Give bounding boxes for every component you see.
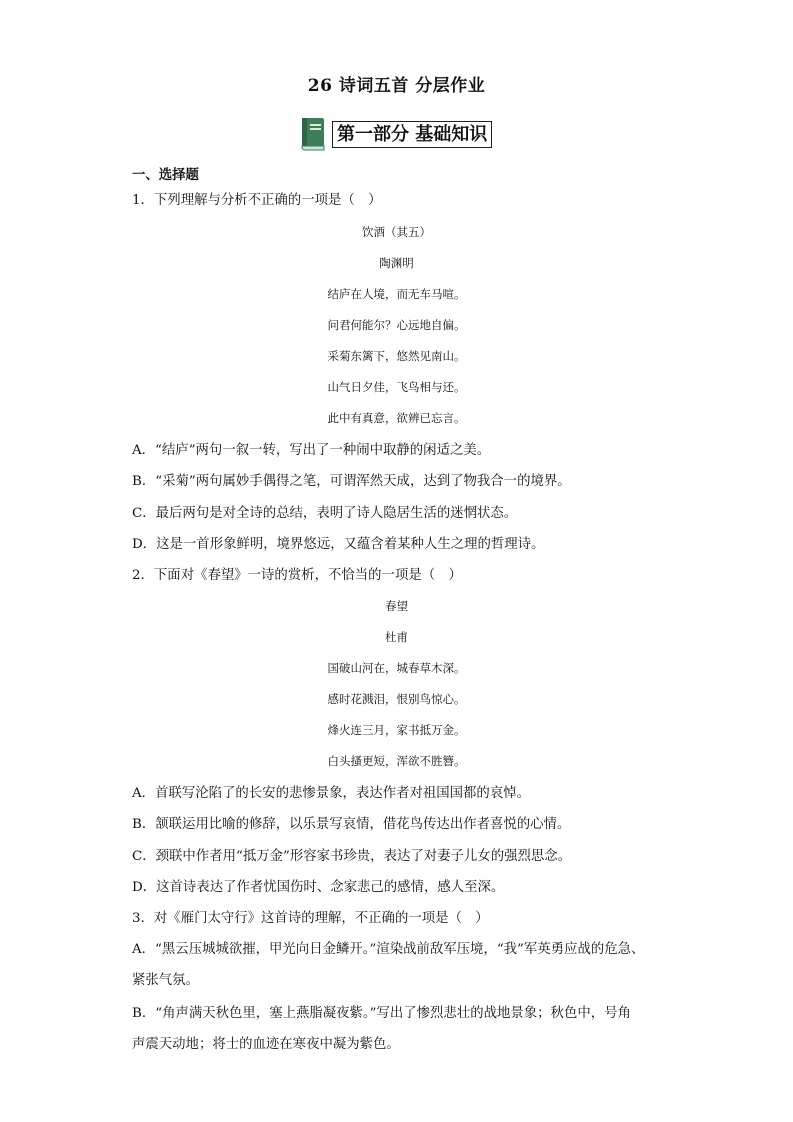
q1-poem-line: 结庐在人境，而无车马喧。 [327,287,466,301]
q2-poem-title: 春望 [385,599,408,613]
q2-option-c: C．颈联中作者用“抵万金”形容家书珍贵，表达了对妻子儿女的强烈思念。 [132,849,572,864]
document-title: 26 诗词五首 分层作业 [307,76,486,96]
q1-poem-line: 此中有真意，欲辨已忘言。 [327,411,466,425]
section-heading: 一、选择题 [132,167,199,183]
q2-option-b: B．颔联运用比喻的修辞，以乐景写哀情，借花鸟传达出作者喜悦的心情。 [132,817,571,832]
q1-poem-line: 问君何能尔？心远地自偏。 [327,318,466,332]
q1-poem-line: 山气日夕佳，飞鸟相与还。 [327,380,466,394]
q1-option-c: C．最后两句是对全诗的总结，表明了诗人隐居生活的迷惘状态。 [132,506,518,521]
q1-poem-line: 采菊东篱下，悠然见南山。 [327,349,466,363]
q3-option-b-continued: 声震天动地；将士的血迹在寒夜中凝为紫色。 [132,1037,400,1052]
q3-option-a-continued: 紧张气氛。 [132,973,199,988]
q2-poem-line: 国破山河在，城春草木深。 [327,661,466,675]
q2-poem-line: 烽火连三月，家书抵万金。 [327,723,466,737]
q1-option-d: D．这是一首形象鲜明，境界悠远，又蕴含着某种人生之理的哲理诗。 [132,537,545,552]
q3-stem: 3．对《雁门太守行》这首诗的理解，不正确的一项是（ ） [132,911,489,926]
q1-option-b: B．“采菊”两句属妙手偶得之笔，可谓浑然天成，达到了物我合一的境界。 [132,474,571,489]
q2-poem-author: 杜甫 [385,630,408,644]
q1-poem-title: 饮酒（其五） [362,225,431,239]
q1-poem-author: 陶渊明 [379,256,414,270]
section-banner [299,116,492,152]
q1-option-a: A．“结庐”两句一叙一转，写出了一种闹中取静的闲适之美。 [132,443,491,458]
q2-option-d: D．这首诗表达了作者忧国伤时、念家悲己的感情，感人至深。 [132,880,505,895]
q2-stem: 2．下面对《春望》一诗的赏析，不恰当的一项是（ ） [132,568,462,583]
q2-option-a: A．首联写沦陷了的长安的悲惨景象，表达作者对祖国国都的哀悼。 [132,786,530,801]
q3-option-a: A．“黑云压城城欲摧，甲光向日金鳞开。”渲染战前敌军压境，“我”军英勇应战的危急、 [132,942,645,957]
section-title: 第一部分 基础知识 [332,121,492,148]
q1-stem: 1．下列理解与分析不正确的一项是（ ） [132,193,382,208]
q3-option-b: B．“角声满天秋色里，塞上燕脂凝夜紫。”写出了惨烈悲壮的战地景象；秋色中，号角 [132,1006,631,1021]
q2-poem-line: 感时花溅泪，恨别鸟惊心。 [327,692,466,706]
q2-poem-line: 白头搔更短，浑欲不胜簪。 [327,754,466,768]
book-icon [299,116,329,152]
